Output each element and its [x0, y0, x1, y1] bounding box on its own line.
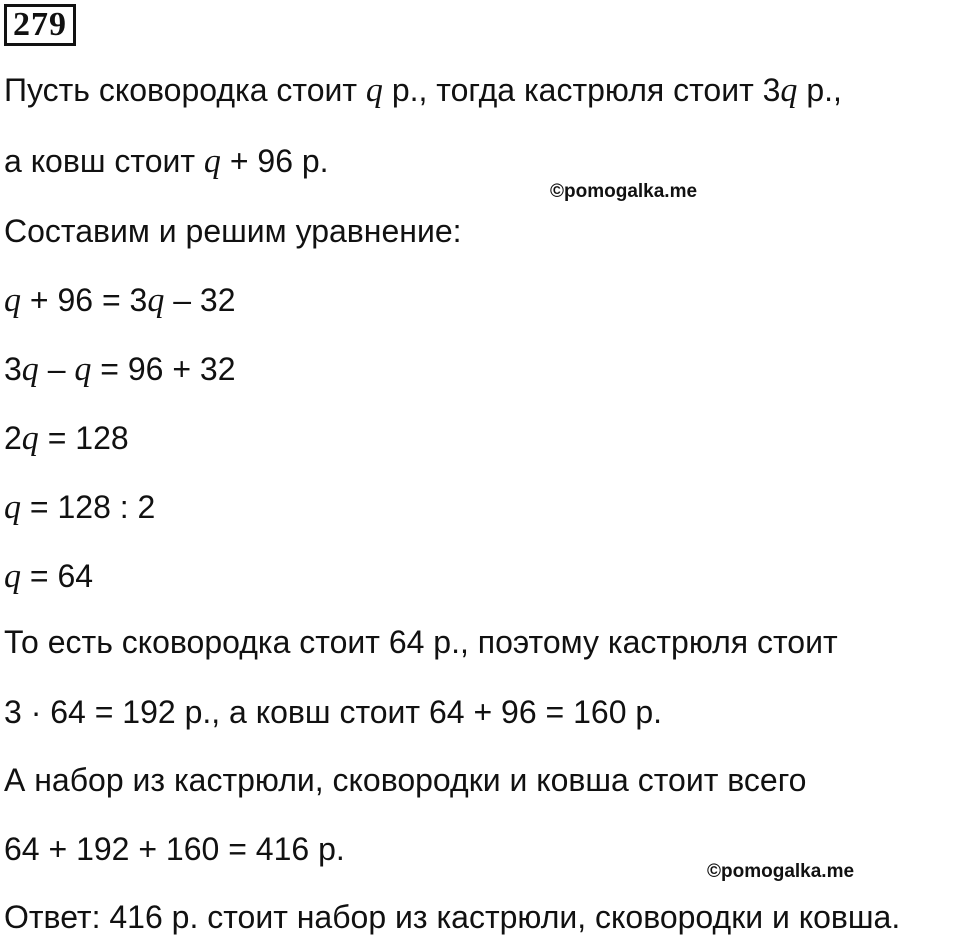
text-line-11: А набор из кастрюли, сковородки и ковша стоит всего: [4, 762, 807, 798]
equation-line-4: [4, 487, 155, 528]
text-line-3: Составим и решим уравнение:: [4, 213, 462, 249]
variable-q: q: [203, 143, 221, 180]
variable-q: q: [4, 558, 21, 595]
text-line-12: 64 + 192 + 160 = 416 р.: [4, 831, 345, 867]
text-segment: –: [38, 351, 75, 387]
text-segment: р.,: [797, 72, 842, 108]
text-segment: 3: [4, 351, 22, 387]
text-segment: = 128: [38, 420, 129, 456]
watermark-bottom: ©pomogalka.me: [707, 861, 855, 882]
text-segment: = 64: [21, 558, 94, 594]
answer-line: Ответ: 416 р. стоит набор из кастрюли, сковородки и ковша.: [4, 899, 901, 935]
text-segment: Пусть сковородка стоит: [4, 72, 366, 108]
text-segment: а ковш стоит: [4, 143, 204, 179]
equation-line-2: [4, 349, 236, 390]
variable-q: q: [4, 282, 21, 319]
text-segment: – 32: [164, 282, 236, 318]
text-line-2: [4, 141, 329, 182]
text-line-10: 3 · 64 = 192 р., а ковш стоит 64 + 96 = 160 р.: [4, 694, 663, 730]
equation-line-3: [4, 418, 129, 459]
text-segment: + 96 р.: [220, 143, 329, 179]
variable-q: q: [74, 351, 92, 388]
problem-number: 279: [4, 4, 76, 46]
variable-q: q: [21, 420, 39, 457]
variable-q: q: [780, 72, 798, 109]
equation-line-5: [4, 556, 93, 597]
variable-q: q: [21, 351, 39, 388]
text-line-9: То есть сковородка стоит 64 р., поэтому кастрюля стоит: [4, 624, 838, 660]
text-segment: + 96 = 3: [21, 282, 148, 318]
text-segment: = 96 + 32: [91, 351, 236, 387]
variable-q: q: [147, 282, 165, 319]
watermark-top: ©pomogalka.me: [550, 181, 698, 202]
text-segment: 2: [4, 420, 22, 456]
text-segment: р., тогда кастрюля стоит 3: [382, 72, 781, 108]
variable-q: q: [365, 72, 383, 109]
variable-q: q: [4, 489, 21, 526]
equation-line-1: [4, 280, 236, 321]
text-segment: = 128 : 2: [21, 489, 156, 525]
text-line-1: [4, 70, 842, 111]
